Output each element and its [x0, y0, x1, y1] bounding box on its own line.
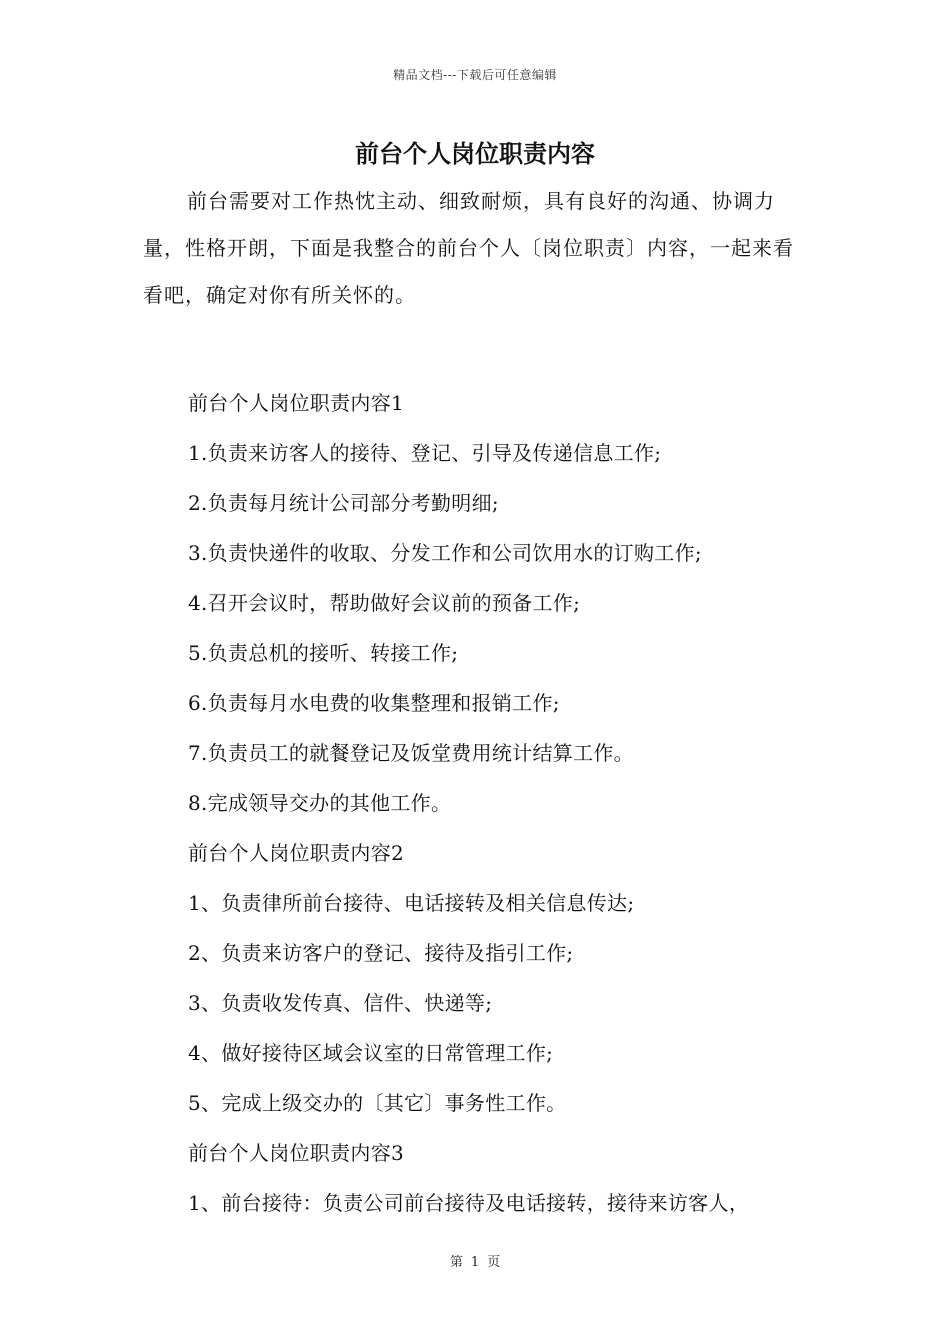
list-item: 1、负责律所前台接待、电话接转及相关信息传达; — [188, 891, 635, 915]
list-item: 4.召开会议时，帮助做好会议前的预备工作; — [188, 591, 581, 615]
document-content — [188, 378, 808, 1228]
list-item: 4、做好接待区域会议室的日常管理工作; — [188, 1041, 554, 1065]
list-item: 5、完成上级交办的〔其它〕事务性工作。 — [188, 1091, 567, 1115]
list-item: 5.负责总机的接听、转接工作; — [188, 641, 459, 665]
page-footer — [0, 1251, 950, 1270]
section-heading: 前台个人岗位职责内容2 — [188, 841, 405, 865]
list-item: 6.负责每月水电费的收集整理和报销工作; — [188, 691, 560, 715]
list-item: 3、负责收发传真、信件、快递等; — [188, 991, 493, 1015]
list-item: 3.负责快递件的收取、分发工作和公司饮用水的订购工作; — [188, 541, 702, 565]
footer-prefix: 第 — [449, 1255, 463, 1270]
intro-paragraph: 前台需要对工作热忱主动、细致耐烦，具有良好的沟通、协调力量，性格开朗，下面是我整合的前台个人〔岗位职责〕内容，一起来看看吧，确定对你有所关怀的。 — [143, 189, 794, 307]
list-item: 1.负责来访客人的接待、登记、引导及传递信息工作; — [188, 441, 662, 465]
page-number: 1 — [470, 1255, 480, 1270]
list-item: 8.完成领导交办的其他工作。 — [188, 791, 452, 815]
section-heading: 前台个人岗位职责内容3 — [188, 1141, 405, 1165]
section-heading: 前台个人岗位职责内容1 — [188, 391, 405, 415]
list-item: 1、前台接待：负责公司前台接待及电话接转，接待来访客人， — [188, 1191, 750, 1215]
footer-suffix: 页 — [487, 1255, 501, 1270]
list-item: 7.负责员工的就餐登记及饭堂费用统计结算工作。 — [188, 741, 634, 765]
list-item: 2.负责每月统计公司部分考勤明细; — [188, 491, 499, 515]
document-title: 前台个人岗位职责内容 — [355, 139, 595, 168]
list-item: 2、负责来访客户的登记、接待及指引工作; — [188, 941, 574, 965]
header-note: 精品文档---下载后可任意编辑 — [393, 68, 557, 82]
